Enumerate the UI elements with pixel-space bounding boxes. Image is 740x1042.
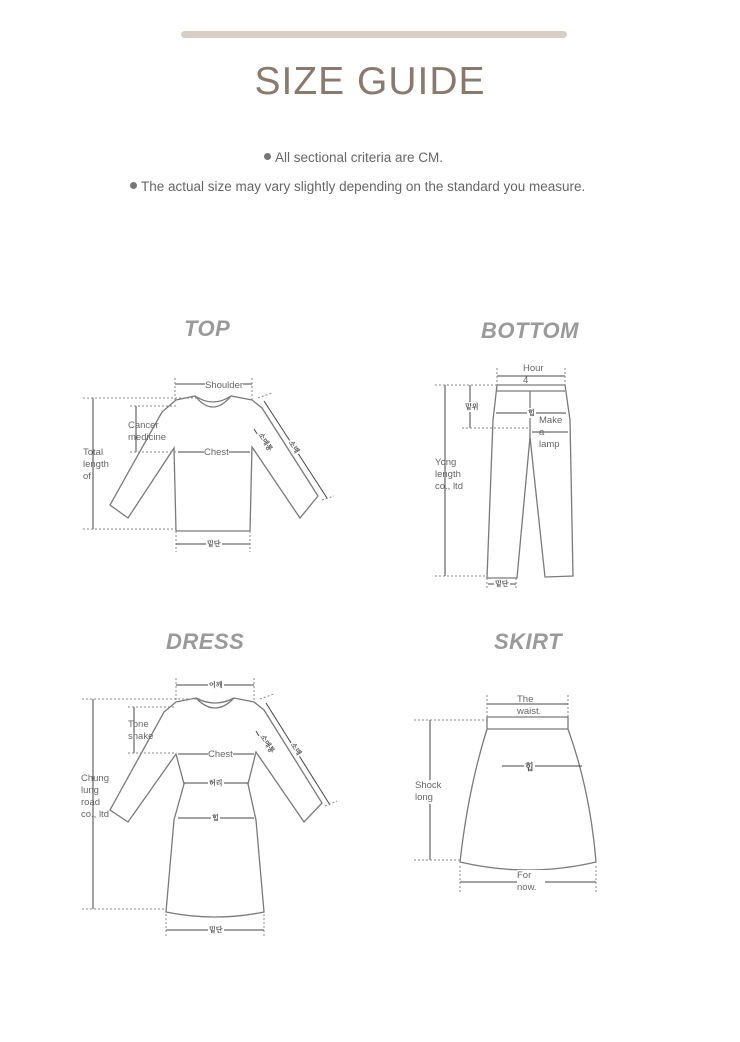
top-total-length-label: Total length of [83,447,109,482]
skirt-hem-label: For now. [517,870,545,894]
top-shirt-outline [110,396,318,531]
bottom-rise-label: 밑위 [465,404,479,411]
skirt-length-label: Shock long [415,780,442,803]
section-title-dress: DRESS [166,629,245,654]
dress-sleeve-label: 소매 [287,740,304,758]
section-title-top: TOP [184,316,231,341]
top-diagram [83,378,334,552]
top-shoulder-label: Shoulder [205,380,244,391]
dress-diagram [82,678,337,938]
top-sleeve-inner-label: 소매통 [255,430,275,454]
top-chest-label: Chest [204,447,229,458]
dress-chest-label: Chest [208,749,233,760]
bottom-make-lamp-label: Make a lamp [539,415,563,450]
dress-shoulder-label: 어깨 [209,682,223,689]
top-cancer-medicine-label: Cancer medicine [128,420,167,443]
dress-waist-label: 허리 [209,780,223,787]
dress-hem-label: 밑단 [209,927,223,934]
skirt-outline [460,717,596,870]
section-title-skirt: SKIRT [494,629,563,654]
skirt-waist-label: The waist. [517,694,542,717]
note-variance-text: The actual size may vary slightly depending on the standard you measure. [141,179,586,194]
bottom-hour-label: Hour 4 [523,363,544,386]
skirt-hip-label: 힙 [525,762,534,772]
bottom-hip-label: 힙 [528,410,535,417]
dress-total-length-label: Chung lung road co., ltd [81,773,109,820]
dress-tone-shake-label: Tone shake [128,719,154,742]
top-hem-label: 밑단 [207,541,221,548]
dress-sleeve-inner-label: 소매통 [257,732,277,756]
top-sleeve-label: 소매 [285,438,302,456]
page-title: SIZE GUIDE [254,60,486,103]
bottom-hem-label: 밑단 [495,581,509,588]
dress-hip-label: 힙 [212,815,219,822]
bottom-total-length-label: Yong length co., ltd [435,457,463,492]
section-title-bottom: BOTTOM [481,318,579,343]
note-unit-text: All sectional criteria are CM. [275,150,444,165]
